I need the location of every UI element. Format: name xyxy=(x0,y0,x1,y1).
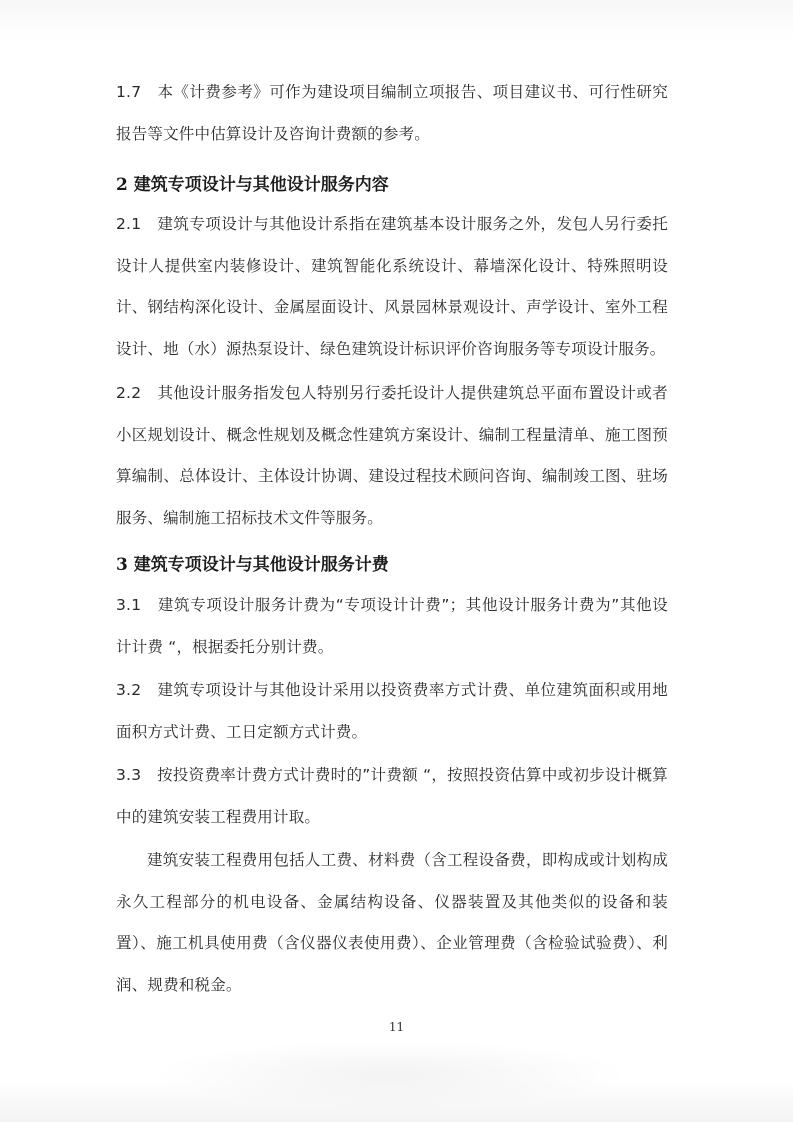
scan-smudge xyxy=(150,1040,630,1110)
paragraph-2-2: 2.2 其他设计服务指发包人特别另行委托设计人提供建筑总平面布置设计或者小区规划设计、概念性规划及概念性建筑方案设计、编制工程量清单、施工图预算编制、总体设计、主体设计协调、建设过程技术顾问咨询、编制竣工图、驻场服务、编制施工招标技术文件等服务。 xyxy=(116,384,668,527)
page-number: 11 xyxy=(388,1020,405,1034)
section-heading-2: 2 建筑专项设计与其他设计服务内容 xyxy=(116,175,389,195)
paragraph-1-7: 1.7 本《计费参考》可作为建设项目编制立项报告、项目建议书、可行性研究报告等文件中估算设计及咨询计费额的参考。 xyxy=(116,83,668,143)
paragraph-3-2: 3.2 建筑专项设计与其他设计采用以投资费率方式计费、单位建筑面积或用地面积方式计费、工日定额方式计费。 xyxy=(116,681,668,741)
paragraph-3-3: 3.3 按投资费率计费方式计费时的”计费额 “，按照投资估算中或初步设计概算中的建筑安装工程费用计取。 xyxy=(116,766,668,826)
paragraph-3-1: 3.1 建筑专项设计服务计费为“专项设计计费”；其他设计服务计费为”其他设计计费 “，根据委托分别计费。 xyxy=(116,596,668,656)
paragraph-cost-composition: 建筑安装工程费用包括人工费、材料费（含工程设备费，即构成或计划构成永久工程部分的机电设备、金属结构设备、仪器装置及其他类似的设备和装置）、施工机具使用费（含仪器仪表使用费）、企业管理费（含检验试验费）、利润、规费和税金。 xyxy=(116,851,668,994)
section-heading-3: 3 建筑专项设计与其他设计服务计费 xyxy=(116,555,389,575)
paragraph-2-1: 2.1 建筑专项设计与其他设计系指在建筑基本设计服务之外，发包人另行委托设计人提供室内装修设计、建筑智能化系统设计、幕墙深化设计、特殊照明设计、钢结构深化设计、金属屋面设计、风景园林景观设计、声学设计、室外工程设计、地（水）源热泵设计、绿色建筑设计标识评价咨询服务等专项设计服务。 xyxy=(116,215,668,358)
